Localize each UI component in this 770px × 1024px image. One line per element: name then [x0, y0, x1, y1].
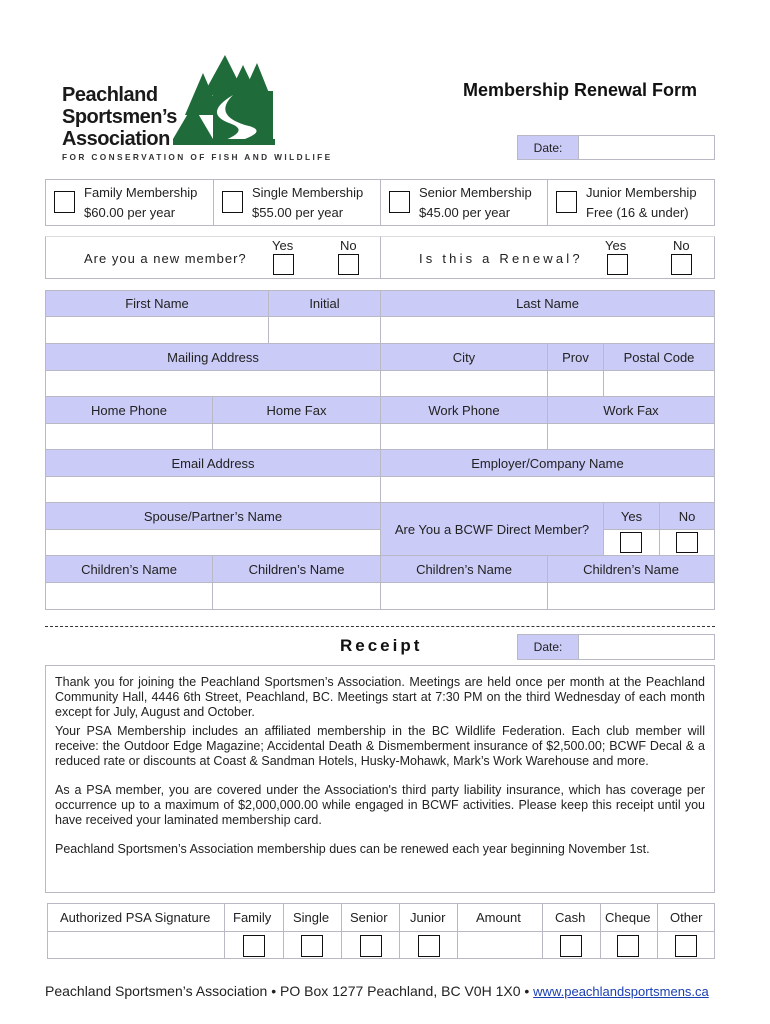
senior-header: Senior [350, 910, 388, 925]
bcwf-no-header: No [659, 502, 715, 530]
mailing-address-header: Mailing Address [45, 343, 381, 371]
renewal-yes-checkbox[interactable] [607, 254, 628, 275]
new-member-yes-label: Yes [272, 238, 294, 253]
family-header: Family [233, 910, 272, 925]
cash-receipt-checkbox[interactable] [560, 935, 582, 957]
renewal-yes-label: Yes [605, 238, 627, 253]
work-fax-header: Work Fax [547, 396, 715, 424]
child-name-header-1: Children’s Name [45, 555, 213, 583]
cut-line [45, 626, 715, 627]
membership-divider [213, 179, 214, 226]
bcwf-yes-checkbox[interactable] [620, 532, 642, 553]
child-name-input-2[interactable] [212, 582, 381, 610]
last-name-input[interactable] [380, 316, 715, 344]
initial-header: Initial [268, 290, 381, 317]
last-name-header: Last Name [380, 290, 715, 317]
new-member-yes-checkbox[interactable] [273, 254, 294, 275]
work-fax-input[interactable] [547, 423, 715, 450]
prov-input[interactable] [547, 370, 604, 397]
first-name-input[interactable] [45, 316, 269, 344]
receipt-paragraph-3: As a PSA member, you are covered under the Association's third party liability insurance, which has coverage per occurrence up to a maximum of $2,000,000.00 while engaged in BCWF activities. Please keep this receipt until you have received your laminated membership card. [55, 783, 705, 827]
receipt-table-vline [341, 903, 342, 959]
receipt-table-vline [600, 903, 601, 959]
family-membership-label: Family Membership [84, 185, 198, 200]
renewal-no-label: No [673, 238, 690, 253]
senior-membership-label: Senior Membership [419, 185, 532, 200]
new-member-no-checkbox[interactable] [338, 254, 359, 275]
renewal-no-checkbox[interactable] [671, 254, 692, 275]
child-name-header-4: Children’s Name [547, 555, 715, 583]
new-member-no-label: No [340, 238, 357, 253]
child-name-input-1[interactable] [45, 582, 213, 610]
cheque-receipt-checkbox[interactable] [617, 935, 639, 957]
spouse-header: Spouse/Partner’s Name [45, 502, 381, 530]
signature-input[interactable] [48, 932, 224, 958]
home-phone-input[interactable] [45, 423, 213, 450]
employer-input[interactable] [380, 476, 715, 503]
family-membership-price: $60.00 per year [84, 205, 176, 220]
website-link[interactable]: www.peachlandsportsmens.ca [533, 984, 709, 999]
mailing-address-input[interactable] [45, 370, 381, 397]
receipt-date-field[interactable] [578, 634, 715, 660]
receipt-table-vline [283, 903, 284, 959]
receipt-date-label: Date: [517, 634, 579, 660]
receipt-table-vline [542, 903, 543, 959]
other-receipt-checkbox[interactable] [675, 935, 697, 957]
receipt-table-vline [657, 903, 658, 959]
junior-membership-price: Free (16 & under) [586, 205, 689, 220]
footer-address: Peachland Sportsmen’s Association • PO Box 1277 Peachland, BC V0H 1X0 • [45, 983, 534, 999]
child-name-header-2: Children’s Name [212, 555, 381, 583]
initial-input[interactable] [268, 316, 381, 344]
single-membership-checkbox[interactable] [222, 191, 243, 213]
form-title: Membership Renewal Form [463, 80, 698, 100]
receipt-table-vline [224, 903, 225, 959]
child-name-input-4[interactable] [547, 582, 715, 610]
renewal-question: Is this a Renewal? [419, 251, 583, 266]
prov-header: Prov [547, 343, 604, 371]
spouse-input[interactable] [45, 529, 381, 556]
senior-membership-price: $45.00 per year [419, 205, 511, 220]
family-membership-checkbox[interactable] [54, 191, 75, 213]
single-membership-label: Single Membership [252, 185, 364, 200]
receipt-paragraph-2: Your PSA Membership includes an affiliated membership in the BC Wildlife Federation. Each club member will receive: the Outdoor Edge Magazine; Accidental Death & Dismemberment insurance of $2,500.00; BCWF Decal & a reduced rate or discounts at Coast & Sandman Hotels, Husky-Mohawk, Mark’s Work Warehouse and more. [55, 724, 705, 768]
logo [55, 55, 333, 165]
family-receipt-checkbox[interactable] [243, 935, 265, 957]
bcwf-question: Are You a BCWF Direct Member? [380, 502, 604, 556]
membership-divider [380, 179, 381, 226]
senior-membership-checkbox[interactable] [389, 191, 410, 213]
senior-receipt-checkbox[interactable] [360, 935, 382, 957]
logo-name-line1: Peachland [62, 84, 158, 106]
date-label: Date: [517, 135, 579, 160]
bcwf-yes-header: Yes [603, 502, 660, 530]
amount-header: Amount [476, 910, 521, 925]
receipt-table-vline [399, 903, 400, 959]
home-phone-header: Home Phone [45, 396, 213, 424]
single-receipt-checkbox[interactable] [301, 935, 323, 957]
other-header: Other [670, 910, 703, 925]
first-name-header: First Name [45, 290, 269, 317]
city-header: City [380, 343, 548, 371]
work-phone-header: Work Phone [380, 396, 548, 424]
date-field[interactable] [578, 135, 715, 160]
email-input[interactable] [45, 476, 381, 503]
receipt-text-box [45, 665, 715, 893]
work-phone-input[interactable] [380, 423, 548, 450]
postal-code-input[interactable] [603, 370, 715, 397]
receipt-paragraph-4: Peachland Sportsmen’s Association membership dues can be renewed each year beginning November 1st. [55, 842, 650, 856]
home-fax-input[interactable] [212, 423, 381, 450]
membership-divider [547, 179, 548, 226]
single-membership-price: $55.00 per year [252, 205, 344, 220]
cash-header: Cash [555, 910, 586, 925]
email-header: Email Address [45, 449, 381, 477]
logo-name-line3: Association [62, 128, 170, 150]
junior-membership-checkbox[interactable] [556, 191, 577, 213]
single-header: Single [293, 910, 330, 925]
receipt-title: Receipt [340, 636, 423, 655]
cheque-header: Cheque [605, 910, 651, 925]
new-member-question: Are you a new member? [84, 251, 247, 266]
forest-logo-icon [173, 55, 275, 145]
bcwf-no-checkbox[interactable] [676, 532, 698, 553]
employer-header: Employer/Company Name [380, 449, 715, 477]
junior-membership-label: Junior Membership [586, 185, 697, 200]
city-input[interactable] [380, 370, 548, 397]
receipt-paragraph-1: Thank you for joining the Peachland Sportsmen’s Association. Meetings are held once per month at the Peachland Community Hall, 4446 6th Street, Peachland, BC. Meetings start at 7:30 PM on the third Wednesday of each month except for July, August and October. [55, 675, 705, 719]
footer [45, 983, 709, 999]
postal-code-header: Postal Code [603, 343, 715, 371]
logo-name-line2: Sportsmen’s [62, 106, 177, 128]
logo-tagline: FOR CONSERVATION OF FISH AND WILDLIFE [62, 152, 333, 162]
child-name-input-3[interactable] [380, 582, 548, 610]
junior-header: Junior [410, 910, 446, 925]
junior-receipt-checkbox[interactable] [418, 935, 440, 957]
home-fax-header: Home Fax [212, 396, 381, 424]
signature-header: Authorized PSA Signature [60, 910, 211, 925]
child-name-header-3: Children’s Name [380, 555, 548, 583]
amount-input[interactable] [458, 932, 542, 958]
